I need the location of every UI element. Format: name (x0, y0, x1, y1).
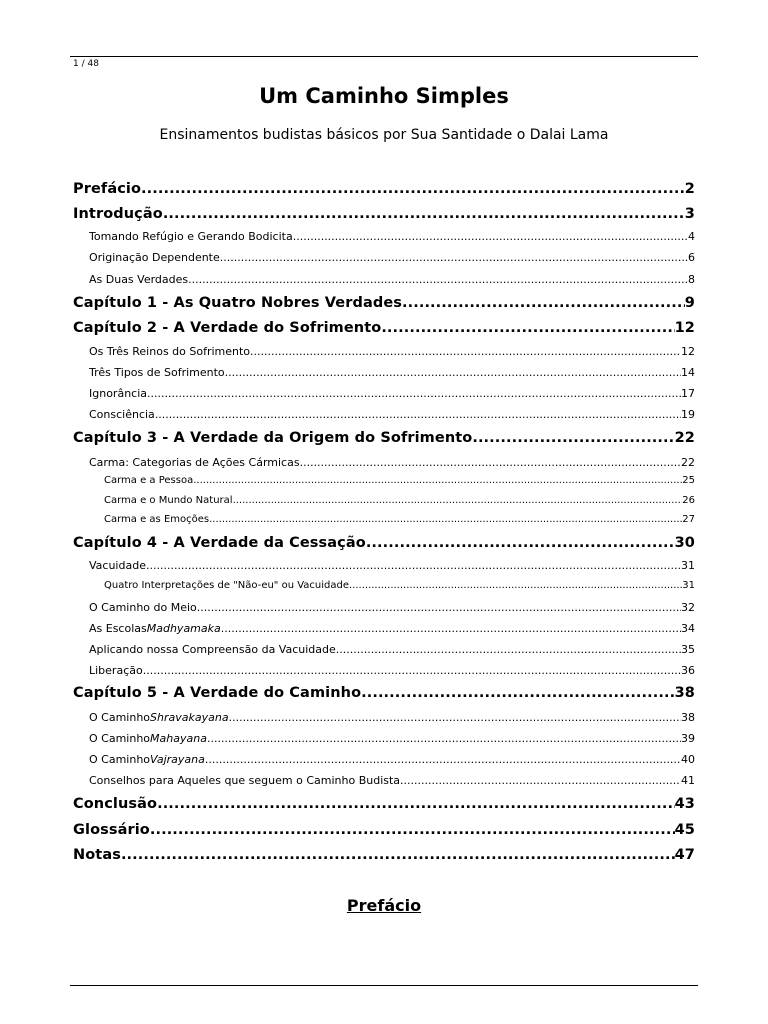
toc-page-number: 12 (681, 345, 695, 358)
toc-entry-title: Três Tipos de Sofrimento (89, 366, 225, 379)
toc-entry[interactable] (73, 181, 695, 197)
toc-page-number: 40 (681, 753, 695, 766)
toc-dot-leader (146, 559, 681, 572)
toc-dot-leader (336, 643, 681, 656)
toc-entry[interactable] (89, 753, 695, 766)
toc-entry-title: O Caminho (89, 732, 151, 745)
section-heading-prefacio[interactable]: Prefácio (346, 896, 422, 915)
toc-entry[interactable] (89, 345, 695, 358)
toc-page-number: 36 (681, 664, 695, 677)
toc-dot-leader (300, 456, 681, 469)
toc-entry-title-italic: Shravakayana (150, 711, 229, 724)
footer-rule (70, 985, 698, 986)
toc-page-number: 34 (681, 622, 695, 635)
page-counter: 1 / 48 (73, 59, 99, 69)
toc-entry[interactable] (89, 774, 695, 787)
toc-entry-title: As Escolas (89, 622, 147, 635)
toc-page-number: 27 (682, 514, 695, 525)
toc-entry[interactable] (89, 251, 695, 264)
toc-entry[interactable] (89, 408, 695, 421)
toc-entry-title: Glossário (73, 822, 150, 838)
toc-entry-title: As Duas Verdades (89, 273, 189, 286)
toc-entry-title: Consciência (89, 408, 155, 421)
toc-entry[interactable] (89, 711, 695, 724)
toc-entry-title: Carma e o Mundo Natural (104, 495, 233, 506)
toc-entry-title: Capítulo 4 - A Verdade da Cessação (73, 535, 366, 551)
toc-page-number: 38 (674, 685, 695, 701)
toc-page-number: 32 (681, 601, 695, 614)
toc-dot-leader (209, 514, 682, 525)
toc-entry-title: Conselhos para Aqueles que seguem o Caminho Budista (89, 774, 401, 787)
toc-entry[interactable] (104, 514, 695, 525)
toc-entry[interactable] (89, 559, 695, 572)
toc-entry-title: Introdução (73, 206, 163, 222)
toc-dot-leader (221, 622, 681, 635)
toc-dot-leader (121, 847, 675, 863)
toc-page-number: 35 (681, 643, 695, 656)
toc-entry[interactable] (89, 366, 695, 379)
toc-dot-leader (205, 753, 681, 766)
toc-dot-leader (147, 387, 681, 400)
toc-entry-title: Carma: Categorias de Ações Cármicas (89, 456, 300, 469)
toc-page-number: 4 (688, 230, 695, 243)
toc-dot-leader (361, 685, 674, 701)
header-rule (70, 56, 698, 57)
toc-dot-leader (163, 206, 685, 222)
toc-dot-leader (366, 535, 675, 551)
toc-entry[interactable] (89, 664, 695, 677)
toc-page-number: 14 (681, 366, 695, 379)
document-subtitle: Ensinamentos budistas básicos por Sua Santidade o Dalai Lama (159, 127, 609, 143)
toc-entry-title: Os Três Reinos do Sofrimento (89, 345, 251, 358)
toc-dot-leader (472, 430, 674, 446)
toc-entry-title: Capítulo 3 - A Verdade da Origem do Sofrimento (73, 430, 473, 446)
toc-page-number: 41 (681, 774, 695, 787)
toc-dot-leader (188, 273, 688, 286)
toc-entry-title: Conclusão (73, 796, 158, 812)
toc-dot-leader (155, 408, 681, 421)
toc-entry-title: Notas (73, 847, 121, 863)
toc-dot-leader (225, 366, 681, 379)
toc-page-number: 19 (681, 408, 695, 421)
toc-entry[interactable] (73, 685, 695, 701)
toc-page-number: 6 (688, 251, 695, 264)
toc-dot-leader (157, 796, 675, 812)
toc-entry-title: Prefácio (73, 181, 142, 197)
toc-page-number: 22 (674, 430, 695, 446)
toc-entry-title: Quatro Interpretações de "Não-eu" ou Vacuidade (104, 580, 349, 591)
toc-page-number: 47 (674, 847, 695, 863)
toc-entry-title-italic: Mahayana (150, 732, 207, 745)
toc-entry[interactable] (89, 622, 695, 635)
toc-entry[interactable] (89, 601, 695, 614)
toc-entry[interactable] (89, 456, 695, 469)
toc-entry-title: Originação Dependente (89, 251, 220, 264)
toc-dot-leader (220, 251, 688, 264)
toc-entry[interactable] (73, 535, 695, 551)
toc-entry[interactable] (89, 732, 695, 745)
toc-dot-leader (229, 711, 681, 724)
document-title: Um Caminho Simples (259, 84, 509, 108)
toc-entry[interactable] (89, 387, 695, 400)
toc-entry[interactable] (73, 206, 695, 222)
toc-page-number: 43 (674, 796, 695, 812)
toc-dot-leader (381, 320, 674, 336)
toc-dot-leader (349, 580, 682, 591)
toc-entry-title: Carma e as Emoções (104, 514, 210, 525)
toc-entry-title: O Caminho (89, 711, 151, 724)
toc-dot-leader (293, 230, 688, 243)
toc-entry-title-italic: Vajrayana (150, 753, 205, 766)
toc-entry-title: O Caminho do Meio (89, 601, 197, 614)
toc-entry[interactable] (73, 430, 695, 446)
toc-entry[interactable] (73, 295, 695, 311)
toc-page-number: 12 (674, 320, 695, 336)
toc-page-number: 25 (682, 475, 695, 486)
toc-entry[interactable] (104, 495, 695, 506)
toc-entry-title: Liberação (89, 664, 143, 677)
toc-page-number: 9 (684, 295, 695, 311)
toc-dot-leader (150, 822, 675, 838)
toc-dot-leader (197, 601, 681, 614)
toc-entry[interactable] (73, 796, 695, 812)
toc-entry[interactable] (73, 320, 695, 336)
toc-entry[interactable] (73, 847, 695, 863)
toc-page-number: 30 (674, 535, 695, 551)
toc-entry[interactable] (73, 822, 695, 838)
toc-page-number: 17 (681, 387, 695, 400)
toc-dot-leader (193, 475, 682, 486)
toc-entry[interactable] (104, 475, 695, 486)
toc-dot-leader (143, 664, 681, 677)
toc-page-number: 8 (688, 273, 695, 286)
toc-entry-title: Capítulo 5 - A Verdade do Caminho (73, 685, 362, 701)
toc-entry-title-italic: Madhyamaka (146, 622, 221, 635)
toc-dot-leader (233, 495, 683, 506)
toc-page-number: 22 (681, 456, 695, 469)
toc-entry-title: Carma e a Pessoa (104, 475, 194, 486)
toc-entry[interactable] (104, 580, 695, 591)
toc-dot-leader (207, 732, 681, 745)
toc-page-number: 38 (681, 711, 695, 724)
toc-entry-title: Capítulo 1 - As Quatro Nobres Verdades (73, 295, 403, 311)
toc-entry-title: Ignorância (89, 387, 148, 400)
toc-entry-title: Tomando Refúgio e Gerando Bodicita (89, 230, 293, 243)
toc-dot-leader (250, 345, 681, 358)
toc-dot-leader (400, 774, 681, 787)
toc-page-number: 3 (684, 206, 695, 222)
toc-entry[interactable] (89, 230, 695, 243)
toc-entry[interactable] (89, 273, 695, 286)
toc-page-number: 39 (681, 732, 695, 745)
toc-entry-title: Vacuidade (89, 559, 146, 572)
toc-page-number: 31 (682, 580, 695, 591)
toc-page-number: 31 (681, 559, 695, 572)
toc-page-number: 2 (684, 181, 695, 197)
toc-entry-title: O Caminho (89, 753, 151, 766)
toc-dot-leader (402, 295, 685, 311)
toc-dot-leader (141, 181, 685, 197)
toc-page-number: 45 (674, 822, 695, 838)
toc-entry-title: Capítulo 2 - A Verdade do Sofrimento (73, 320, 382, 336)
toc-entry[interactable] (89, 643, 695, 656)
toc-entry-title: Aplicando nossa Compreensão da Vacuidade (89, 643, 336, 656)
toc-page-number: 26 (682, 495, 695, 506)
